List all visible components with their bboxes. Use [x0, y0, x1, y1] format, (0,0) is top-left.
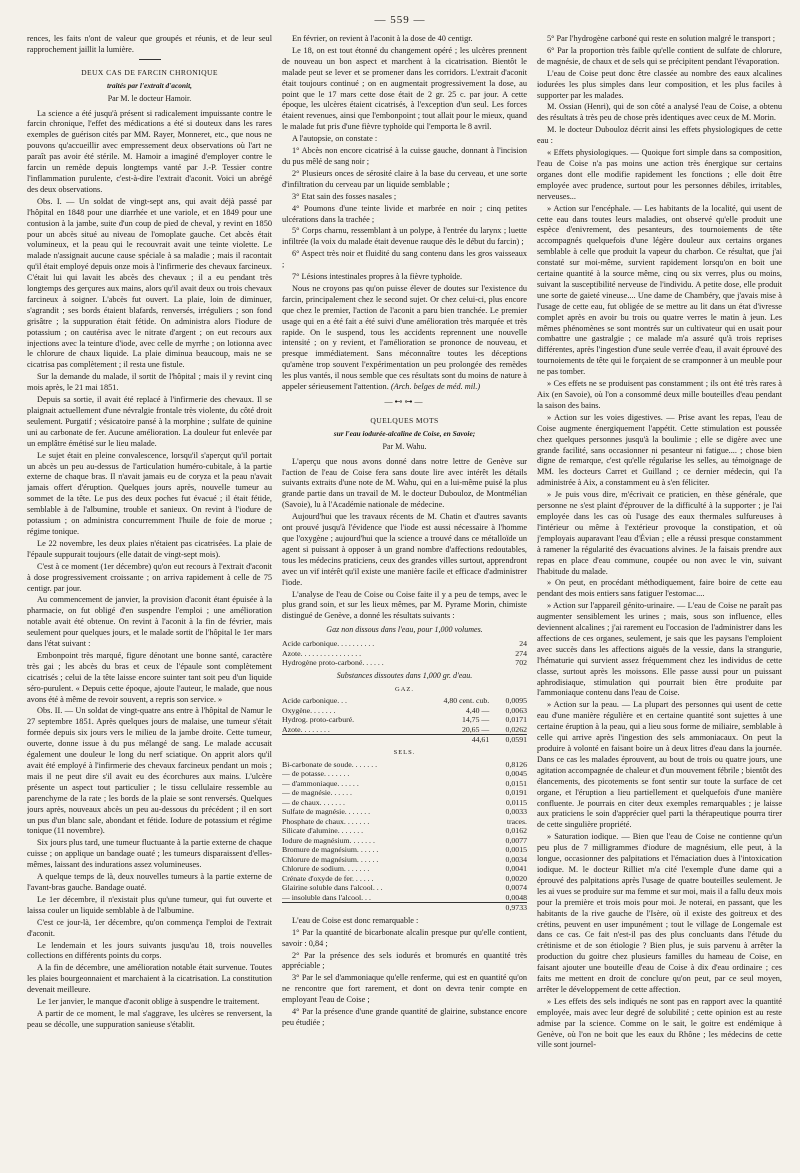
table-cell-value: 24 — [519, 639, 527, 649]
table-row — [282, 639, 527, 649]
paragraph: A partir de ce moment, le mal s'aggrave, les ulcères se renversent, la peau se décolle, une suppuration sanieuse s'établit. — [27, 1008, 272, 1029]
table-cell-value: 0,0041 — [505, 864, 527, 874]
paragraph: Au commencement de janvier, la provision d'aconit étant épuisée à la pharmacie, on fut obligé d'en suspendre l'emploi ; une amélioration notable avait été obtenue. On revint à l'aconit à la fin de février, mais seulement pour quelques jours, et le malade sortit de l'hôpital le 1er mars dans l'état suivant : — [27, 595, 272, 649]
table-row — [282, 788, 527, 798]
paragraph: Sur la demande du malade, il sortit de l'hôpital ; mais il y revint cinq mois après, le 21 mai 1851. — [27, 372, 272, 393]
table-cell-label: Hydrog. proto-carburé. — [282, 715, 355, 725]
table-cell-value: 0,8126 — [505, 759, 527, 769]
table-cell-label: Acide carbonique. . . . . . . . . . — [282, 639, 375, 649]
column-2 — [282, 34, 527, 1164]
table-cell-label: — d'ammoniaque. . . . . . — [282, 778, 359, 788]
table-row — [282, 826, 527, 836]
section-title: DEUX CAS DE FARCIN CHRONIQUE — [81, 67, 218, 77]
table-cell-label: — de potasse. . . . . . . — [282, 769, 350, 779]
table-row — [282, 725, 527, 735]
paragraph: Le 1er janvier, le manque d'aconit oblige à suspendre le traitement. — [37, 997, 260, 1007]
paragraph: 6° Par la proportion très faible qu'elle contient de sulfate de chlorure, de magnésie, de chaux et de sels qui se précipitent pendant l'évaporation. — [537, 45, 782, 66]
paragraph: L'eau de Coise peut donc être classée au nombre des eaux alcalines iodurées les plus simples dans leur composition, et les plus faciles à supporter par les malades. — [537, 68, 782, 100]
paragraph: » Saturation iodique. — Bien que l'eau de Coise ne contienne qu'un peu plus de 7 milligrammes d'iodure de magnésium, elle peut, à la longue, occasionner des palpitations et l'émaciation dues à l'intoxication iodique. M. le docteur Rilliet m'a cité l'exemple d'une dame qui a éprouvé des palpitations après l'usage de quatre bouteilles seulement. Je les ai vues se produire sur ma femme et sur moi, mais il a fallu deux mois pour la première et trois mois pour moi. Je noterai, en passant, que les habitants de la rive gauche de l'Isère, où il existe des goitreux et des crétins, peuvent en user impunément ; tout le village de Longemale est dans ce cas. Ce fait n'est-il pas des plus concluants dans l'étude du crétinisme et de son étiologie ? Bien plus, je suis parvenu à arrêter la production du goitre chez plusieurs familles du hameau de Coise, en faisant ajouter une bouteille d'eau de Coise à dix d'eau ordinaire ; ces faits me mettent en droit de conclure qu'on peut, par ce seul moyen, arrêter le développement de cette affection. — [537, 832, 782, 994]
table-cell-value: 0,0162 — [505, 826, 527, 836]
paragraph: 3° Par le sel d'ammoniaque qu'elle renferme, qui est en quantité qu'on ne rencontre que fort rarement, et dont on devra tenir compte en employant l'eau de Coise ; — [282, 973, 527, 1005]
table-row — [282, 779, 527, 789]
paragraph — [282, 284, 527, 393]
column-3 — [537, 34, 782, 1164]
table-cell-label: Iodure de magnésium. . . . . . . — [282, 835, 375, 845]
table-cell-value: 0,0033 — [505, 807, 527, 817]
paragraph: » Action sur l'encéphale. — Les habitants de la localité, qui usent de cette eau dans toutes leurs maladies, ont observé qu'elle produit une espèce d'enivrement, des pesanteurs, des tournoiements de tête accompagnés quelquefois d'une légère douleur aux certains organes semblable à celle que produit la vapeur du charbon. Ce résultat, que j'ai constaté sur moi-même, survient rapidement lorsqu'on en boit une certaine quantité à la source même, cinq ou six verres, plus ou moins, suivant la susceptibilité nerveuse de l'individu. A petite dose, elle produit une sorte de gaieté vineuse.... Une dame de Chambéry, que j'avais mise à l'usage de cette eau, fut obligée de se mettre au lit dans un état d'ivresse complet après en avoir bu trois ou quatre verres le matin à jeun. Les mêmes phénomènes se sont montrés sur un cultivateur qui en usait pour combattre une gastralgie ; ce malade m'a assuré qu'à trois reprises différentes, après l'ingestion d'une seule verrée d'eau, il avait éprouvé des tournoiements de tête qui le forçaient de se cramponner à un meuble pour ne pas tomber. — [537, 203, 782, 377]
table-cell-label: Hydrogène proto-carboné. . . . . . — [282, 658, 384, 668]
gas-table — [282, 639, 527, 668]
table-subheading: GAZ. — [395, 685, 414, 693]
table-cell-value: 0,0034 — [505, 854, 527, 864]
table-cell-value: 0,0048 — [505, 892, 527, 902]
paragraph: 6° Aspect très noir et fluidité du sang contenu dans les gros vaisseaux ; — [282, 249, 527, 270]
paragraph: 5° Corps charnu, ressemblant à un polype, à l'entrée du larynx ; luette infiltrée (la voix du malade était devenue rauque dès le début du farcin) ; — [282, 226, 527, 247]
table-cell-value: 0,0045 — [505, 769, 527, 779]
ornament-divider: —⊷⊶— — [384, 397, 425, 406]
table-row — [282, 893, 527, 903]
paragraph: » Ces effets ne se produisent pas constamment ; ils ont été très rares à Aix (en Savoie), où l'on a consommé deux mille bouteilles d'eau pendant la saison des bains. — [537, 379, 782, 410]
paragraph: Le sujet était en pleine convalescence, lorsqu'il s'aperçut qu'il portait un abcès un peu au-dessus de l'articulation huméro-cubitale, à la partie externe de chaque bras. Il n'avait jamais eu de coryza et la peau n'avait jamais offert d'éruption. Quelques jours après, nouvelle tumeur au sommet de la tête. Le pus des deux poches fut évacué ; il était fétide, semblable à de l'albumine, trouble et sanieux. On revint à l'iodure de potassium ; on administra concurremment l'huile de foie de morue ; régime tonique. — [27, 450, 272, 536]
table-title: Substances dissoutes dans 1,000 gr. d'eau. — [336, 670, 473, 680]
paragraph: La science a été jusqu'à présent si radicalement impuissante contre le farcin chronique, l'effet des médications a été si douteux dans les rares exemples de guérison cités par MM. Rayer, Monneret, etc., que nous ne pouvons qu'accueillir avec empressement deux observations où l'art ne paraît pas avoir été stérile. M. Hamoir a imaginé d'employer contre le farcin un remède depuis longtemps vanté par J.-P. Tessier contre l'inflammation purulente, c'est-à-dire l'extrait d'aconit. Voici un abrégé des deux observations. — [27, 108, 272, 194]
paragraph: » On peut, en procédant méthodiquement, faire boire de cette eau pendant des mois entiers sans fatiguer l'estomac.... — [537, 578, 782, 599]
table-cell-value: 702 — [515, 658, 527, 668]
table-row — [282, 696, 527, 706]
paragraph-text: Nous ne croyons pas qu'on puisse élever de doutes sur l'existence du farcin, principalement chez le second sujet. Or chez celui-ci, plus encore que chez le premier, l'action de l'aconit a paru bien tranchée. Le premier usage qui en a été fait a été suivi d'une amélioration très marquée et très rapide. On le suspend, tous les accidents reprennent une nouvelle intensité ; on y revient, et l'amélioration se prononce de nouveau, et presque immédiatement. Sans méconnaître toutes les déceptions qu'amène trop souvent l'expérimentation un peu prolongée des remèdes les plus vantés, il nous semble que ces résultats sont du moins de nature à appeler sérieusement l'attention. — [282, 283, 527, 392]
page-number-header: — 559 — — [374, 14, 426, 26]
paragraph: L'analyse de l'eau de Coise ou Coise faite il y a peu de temps, avec le plus grand soin, et sur les lieux mêmes, par M. Pyrame Morin, chimiste distingué de Genève, a donné les résultats suivants : — [282, 589, 527, 621]
table-cell-value: 0,0074 — [505, 883, 527, 893]
paragraph: M. Ossian (Henri), qui de son côté a analysé l'eau de Coise, a obtenu des résultats à très peu de chose près identiques avec ceux de M. Morin. — [537, 102, 782, 123]
table-cell-label: Glairine soluble dans l'alcool. . . — [282, 883, 383, 893]
paragraph: » Je puis vous dire, m'écrivait ce praticien, en thèse générale, que personne ne s'est plaint d'éprouver de la difficulté à la supporter ; je l'ai employée dans les cas où l'usage des eaux thermales sulfureuses à l'intérieur ou même à l'extérieur provoque la constipation, et où j'employais auparavant l'eau d'Évian ; elle a réussi presque constamment à ramener la régularité des évacuations alvines. Je la faisais prendre aux repas en place d'eau commune, coupée ou non avec le vin, suivant l'habitude du malade. — [537, 490, 782, 576]
table-row — [282, 883, 527, 893]
total-volume: 44,61 — [409, 735, 489, 745]
salts-table — [282, 760, 527, 913]
table-row — [282, 715, 527, 725]
table-row — [282, 760, 527, 770]
paragraph: A quelque temps de là, deux nouvelles tumeurs à la partie externe de l'avant-bras gauche. Bandage ouaté. — [27, 872, 272, 892]
table-cell-value: 0,0020 — [505, 873, 527, 883]
table-cell-label: Bi-carbonate de soude. . . . . . . — [282, 759, 378, 769]
table-cell-value: 0,0115 — [505, 797, 527, 807]
total-salts: 0,9733 — [484, 903, 527, 913]
paragraph: Embonpoint très marqué, figure dénotant une bonne santé, caractère très gai ; les abcès du bras et ceux de l'épaule sont complètement cicatrisés ; celui de la tête laisse encore suinter tant soit peu d'un liquide séro-purulent. « Depuis cette époque, ajoute l'auteur, le malade, que nous avons été à même de revoir souvent, a repris son service. » — [27, 650, 272, 704]
separator-rule — [139, 59, 161, 60]
table-cell-value: 0,0077 — [505, 835, 527, 845]
paragraph: C'est à ce moment (1er décembre) qu'on eut recours à l'extrait d'aconit à dose progressivement croissante ; on arriva rapidement à celle de 75 centigr. par jour. — [27, 561, 272, 593]
table-cell-label: Chlorure de magnésium. . . . . . — [282, 854, 379, 864]
paragraph: En février, on revient à l'aconit à la dose de 40 centigr. — [292, 34, 473, 43]
table-cell-label: Oxygène. . . . . . . — [282, 705, 336, 715]
table-cell-volume: 14,75 — — [461, 715, 490, 725]
table-row — [282, 836, 527, 846]
table-cell-label: — de chaux. . . . . . . — [282, 797, 346, 807]
table-row — [282, 658, 527, 668]
table-cell-label: Azote. . . . . . . . . . . . . . . . — [282, 648, 362, 658]
paragraph: L'eau de Coise est donc remarquable : — [292, 915, 419, 925]
paragraph: Le lendemain et les jours suivants jusqu'au 18, trois nouvelles collections en différents points du corps. — [27, 940, 272, 961]
table-row — [282, 798, 527, 808]
table-cell-label: Crénate d'oxyde de fer. . . . . . — [282, 873, 374, 883]
citation: (Arch. belges de méd. mil.) — [390, 382, 481, 392]
paragraph: 1° Abcès non encore cicatrisé à la cuisse gauche, donnant à l'incision du pus mêlé de sang noir ; — [282, 146, 527, 166]
table-cell-weight: 0,0171 — [505, 715, 527, 725]
paragraph: M. le docteur Dubouloz décrit ainsi les effets physiologiques de cette eau : — [537, 125, 782, 146]
paragraph: C'est ce jour-là, 1er décembre, qu'on commença l'emploi de l'extrait d'aconit. — [27, 917, 272, 938]
table-cell-label: Bromure de magnésium. . . . . . — [282, 845, 379, 855]
table-cell-label: — insoluble dans l'alcool. . . — [282, 892, 371, 902]
table-cell-label: Azote. . . . . . . . — [282, 724, 330, 734]
table-row — [282, 845, 527, 855]
paragraph: 5° Par l'hydrogène carboné qui reste en solution malgré le transport ; — [547, 34, 776, 43]
table-row — [282, 855, 527, 865]
paragraph: 2° Plusieurs onces de sérosité claire à la base du cerveau, et une sorte d'infiltration du cerveau par un liquide semblable ; — [282, 168, 527, 189]
table-cell-volume: 20,65 — — [461, 724, 490, 734]
table-title: Gaz non dissous dans l'eau, pour 1,000 volumes. — [326, 625, 483, 635]
paragraph: » Action sur la peau. — La plupart des personnes qui usent de cette eau d'une manière régulière et en certaine quantité sont sujettes à une certaine éruption à la peau, qui a lieu sous forme de miliaire, semblable à celle qui arrive après l'ingestion des sels ammoniacaux. On peut la produire à volonté en faisant boire un à deux litres d'eau dans la journée. Dans ce cas les malades éprouvent, au bout de trois ou quatre jours, une agitation accompagnée de chaleur et d'un mouvement fébrile ; bientôt des élancements, des picotements se font sentir sur toute la surface de cet organe, et l'éruption a lieu partiellement et quelquefois d'une manière confluente. Je pourrais en citer deux exemples remarquables ; je laisse aux praticiens le soin d'apprécier quel parti la thérapeutique pourra tirer de cette singulière propriété. — [537, 700, 782, 830]
table-cell-value: traces. — [506, 816, 527, 826]
paragraph: Le 18, on est tout étonné du changement opéré ; les ulcères prennent de nouveau un bon aspect et marchent à la cicatrisation. Bientôt le malade peut se lever et se promener dans les corridors. L'extrait d'aconit était toujours continué ; on en augmentait progressivement la dose, au point que le 17 mars cette dose était de 2 gr. 25 c. par jour. A cette époque, les ulcères étaient cicatrisés, à l'exception d'un seul. Les forces étaient revenues, ainsi que l'embonpoint ; tout allait pour le mieux, quand le malade fut pris d'une fièvre typhoïde qui l'emporta le 8 avril. — [282, 45, 527, 132]
table-cell-label: — de magnésie. . . . . . — [282, 788, 352, 798]
table-total-row — [282, 903, 527, 913]
table-row — [282, 769, 527, 779]
paragraph: Aujourd'hui que les travaux récents de M. Chatin et d'autres savants ont prouvé jusqu'à l'évidence que l'iode est aussi nécessaire à l'homme que l'oxygène ; aujourd'hui que la science a trouvé dans ce métalloïde un agent si puissant à opposer à un grand nombre d'affections redoutables, tous les médecins praticiens, ceux des grandes villes surtout, apprendront avec un vif intérêt qu'il existe une manière facile et efficace d'administrer l'iode. — [282, 512, 527, 587]
total-weight: 0,0591 — [489, 735, 527, 745]
table-row — [282, 807, 527, 817]
table-cell-label: Phosphate de chaux. . . . . . . — [282, 816, 370, 826]
paragraph: Depuis sa sortie, il avait été replacé à l'infirmerie des chevaux. Il se plaignait actuellement d'une névralgie frontale très violente, du côté droit seulement. Purgatif ; vésicatoire pansé à la morphine ; sulfate de quinine uni au carbonate de fer. Aucune amélioration. La douleur fut enlevée par un emplâtre émétisé sur le lieu malade. — [27, 395, 272, 448]
table-row — [282, 706, 527, 716]
paragraph: rences, les faits n'ont de valeur que groupés et réunis, et de leur seul rapprochement jaillit la lumière. — [27, 34, 272, 54]
table-row — [282, 817, 527, 827]
table-cell-volume: 4,40 — — [465, 705, 490, 715]
paragraph: Six jours plus tard, une tumeur fluctuante à la partie externe de chaque cuisse ; on applique un bandage ouaté ; les tumeurs disparaissent d'elles-mêmes, laissant des indurations assez volumineuses. — [27, 838, 272, 870]
section-author: Par M. Wahu. — [382, 441, 427, 451]
paragraph: L'aperçu que nous avons donné dans notre lettre de Genève sur l'action de l'eau de Coise fera sans doute lire avec intérêt les détails suivants extraits d'une note de M. Wahu, qui en a lui-même puisé la plus grande partie dans un travail de M. le docteur Dubouloz, de Montmélian (Savoie), lu à l'Académie nationale de médecine. — [282, 456, 527, 510]
table-cell-label: Acide carbonique. . . — [282, 696, 347, 706]
section-author: Par M. le docteur Hamoir. — [107, 93, 192, 103]
table-cell-label: Sulfate de magnésie. . . . . . . — [282, 807, 371, 817]
paragraph: 1° Par la quantité de bicarbonate alcalin presque pur qu'elle contient, savoir : 0,84 ; — [282, 927, 527, 948]
paragraph: A l'autopsie, on constate : — [292, 134, 378, 144]
table-cell-label: Chlorure de sodium. . . . . . . — [282, 864, 370, 874]
paragraph: Le 22 novembre, les deux plaies n'étaient pas cicatrisées. La plaie de l'épaule suppurait toujours (elle datait de vingt-sept mois). — [27, 538, 272, 559]
paragraph: 4° Poumons d'une teinte livide et marbrée en noir ; cinq petites ulcérations dans la trachée ; — [282, 203, 527, 224]
paragraph: Obs. I. — Un soldat de vingt-sept ans, qui avait déjà passé par l'hôpital en 1848 pour une diarrhée et une variole, et en 1849 pour une contusion à la jambe, suite d'un coup de pied de cheval, y revint en 1850 pour un abcès situé au niveau de l'omoplate gauche. Cet abcès était volumineux, et la peau qui le recouvrait avait une teinte violette. Le malade n'assignait aucune cause spéciale à sa maladie ; mais il racontait qu'il était employé depuis onze mois à l'infirmerie des chevaux farcineux. C'était lui qui lavait les abcès des chevaux ; il a eu pendant très longtemps des gerçures aux mains, alors qu'il avait deux ou trois chevaux farcineux à soigner. L'abcès fut ouvert. La plaie, loin de diminuer, s'agrandit ; ses bords étaient blafards, renversés, irréguliers ; son fond grisâtre ; la suppuration était fétide. On administra alors l'iodure de potassium ; on cautérisa avec le nitrate d'argent ; on eut recours aux injections avec la teinture d'iode, avec celle de myrrhe ; on lotionna avec le chlorure de chaux liquide. La plaie diminua beaucoup, mais ne se cicatrisa pas complètement ; il resta une fistule. — [27, 196, 272, 370]
column-1 — [27, 34, 272, 1164]
paragraph: » Les effets des sels indiqués ne sont pas en rapport avec la quantité employée, mais avec leur degré de solubilité ; cette opinion est au reste admise par la science. Comme on le sait, le goitre est endémique à Genève, où l'on ne boit que les eaux du Rhône ; les médecins de cette ville sont journel- — [537, 996, 782, 1050]
section-subtitle: traités par l'extrait d'aconit, — [107, 80, 192, 90]
section-subtitle: sur l'eau iodurée-alcaline de Coise, en Savoie; — [333, 428, 476, 438]
paragraph: 2° Par la présence des sels iodurés et bromurés en quantité très appréciable ; — [282, 950, 527, 971]
section-title: QUELQUES MOTS — [370, 415, 439, 425]
paragraph: » Action sur les voies digestives. — Prise avant les repas, l'eau de Coise augmente énergiquement l'appétit. Cette stimulation est poussée chez quelques personnes jusqu'à la boulimie ; elle se digère avec une grande facilité, sans occasionner ni pesanteur ni fatigue.... ; chose bien digne de remarque, c'est qu'elle régularise les selles, au témoignage de MM. les docteurs Carret et Guilland ; ce dernier médecin, qui l'a administrée à Aix, a constamment eu à s'en féliciter. — [537, 412, 782, 488]
table-subheading: SELS. — [393, 748, 416, 756]
table-cell-weight: 0,0063 — [505, 705, 527, 715]
table-row — [282, 649, 527, 659]
paragraph: 7° Lésions intestinales propres à la fièvre typhoïde. — [292, 272, 463, 282]
table-total-row — [282, 735, 527, 745]
paragraph: A la fin de décembre, une amélioration notable était survenue. Toutes les plaies bourgeonnaient et marchaient à la cicatrisation. La constitution devenait meilleure. — [27, 963, 272, 995]
paragraph: 3° Etat sain des fosses nasales ; — [292, 191, 397, 201]
table-row — [282, 864, 527, 874]
table-cell-volume: 4,80 cent. cub. — [443, 696, 490, 706]
paragraph: 4° Par la présence d'une grande quantité de glairine, substance encore peu étudiée ; — [282, 1007, 527, 1027]
paragraph: « Effets physiologiques. — Quoique fort simple dans sa composition, l'eau de Coise n'a pas moins une action très énergique sur certains organes dont elle modifie rapidement les fonctions ; elle doit être employée avec prudence, surtout pour les personnes débiles, irritables, nerveuses... — [537, 148, 782, 201]
paragraph: Le 1er décembre, il n'existait plus qu'une tumeur, qui fut ouverte et laissa couler un liquide semblable à de l'albumine. — [27, 894, 272, 915]
table-cell-label: Silicate d'alumine. . . . . . . — [282, 826, 364, 836]
table-cell-weight: 0,0095 — [505, 696, 527, 706]
table-cell-value: 0,0015 — [505, 845, 527, 855]
dissolved-gas-table — [282, 696, 527, 745]
table-cell-value: 0,0151 — [505, 778, 527, 788]
table-cell-weight: 0,0262 — [505, 724, 527, 734]
table-cell-value: 274 — [515, 648, 527, 658]
paragraph: Obs. II. — Un soldat de vingt-quatre ans entre à l'hôpital de Namur le 27 septembre 1851. Après quelques jours de malaise, une tumeur s'était formée depuis six jours vers le milieu de la jambe droite. Cette tumeur, ouverte, donne issue à du pus mélangé de sang. Le malade accusait également une douleur le long du nerf sciatique. On apprit alors qu'il avait été employé à l'infirmerie des chevaux farcineux pendant un mois ; mais il ne peut dire s'il avait eu des écorchures aux mains. L'ulcère présente un aspect tout particulier ; le tissu cellulaire ressemble au parenchyme de la rate ; les bords de la plaie se sont renversés. Quelques jours après, nouveaux abcès un peu au-dessous du précédent ; il en sort un pus d'un blanc sale, abondant et fétide. Iodure de potassium et régime tonique (11 novembre). — [27, 706, 272, 836]
paragraph: » Action sur l'appareil génito-urinaire. — L'eau de Coise ne paraît pas augmenter sensiblement les urines ; mais, sous son influence, elles deviennent alcalines ; j'ai rarement eu l'occasion de l'administrer dans les affections de ces organes, seulement, je sais que les paysans l'emploient avec succès dans les affections aiguës de la vessie, dans la strangurie, l'hématurie qui survient assez fréquemment chez les individus de cette classe, surtout après les moissons. Elle passe aussi pour un puissant aphrodisiaque, stimulation qui pourrait bien être produite par l'ammoniaque contenu dans l'eau de Coise. — [537, 601, 782, 698]
table-cell-value: 0,0191 — [505, 788, 527, 798]
table-row — [282, 874, 527, 884]
